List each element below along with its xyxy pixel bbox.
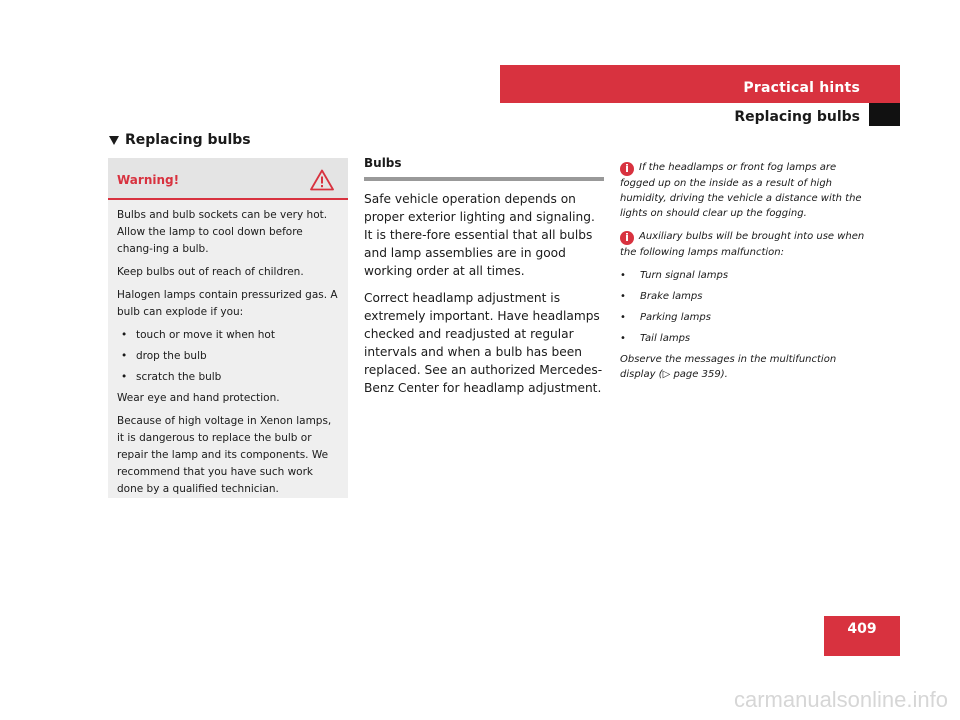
lamp-list-item: • Turn signal lamps — [620, 268, 870, 283]
warning-title: Warning! — [117, 173, 180, 187]
section-heading — [109, 132, 251, 148]
warning-paragraph: Halogen lamps contain pressurized gas. A bulb can explode if you: — [117, 289, 338, 318]
warning-paragraph: Bulbs and bulb sockets can be very hot. Allow the lamp to cool down before chang-ing a bulb. — [117, 209, 328, 255]
warning-paragraph: Because of high voltage in Xenon lamps, it is dangerous to replace the bulb or repair the lamp and its components. We recommend that you have such work done by a qualified technician. — [117, 415, 332, 495]
triangle-down-icon — [109, 136, 119, 145]
section-heading-text: Replacing bulbs — [125, 132, 251, 148]
lamp-list-item: • Tail lamps — [620, 331, 870, 346]
warning-triangle-icon — [310, 169, 334, 191]
info-note — [620, 160, 870, 221]
chapter-title: Practical hints — [743, 80, 860, 96]
info-note — [620, 229, 870, 260]
info-note-text: Auxiliary bulbs will be brought into use when the following lamps malfunction: — [620, 231, 865, 258]
warning-list — [117, 327, 339, 386]
bulbs-section — [364, 156, 604, 406]
warning-list-item: • scratch the bulb — [117, 369, 339, 386]
warning-header — [108, 158, 348, 200]
warning-list-item: • drop the bulb — [117, 348, 339, 365]
watermark: carmanualsonline.info — [733, 687, 948, 712]
notes-section — [620, 160, 870, 390]
warning-paragraph: Keep bulbs out of reach of children. — [117, 266, 304, 278]
section-subtitle: Replacing bulbs — [734, 109, 860, 125]
warning-list-item: • touch or move it when hot — [117, 327, 339, 344]
info-icon: i — [620, 162, 634, 176]
header-bar — [500, 65, 900, 103]
warning-paragraph: Wear eye and hand protection. — [117, 392, 280, 404]
info-icon: i — [620, 231, 634, 245]
header-marker-block — [869, 103, 900, 126]
lamp-list — [620, 268, 870, 346]
page-number: 409 — [824, 616, 900, 656]
info-note-text: If the headlamps or front fog lamps are fogged up on the inside as a result of high humidity, driving the vehicle a distance with the lights on should clear up the fogging. — [620, 162, 862, 219]
warning-body — [108, 200, 348, 498]
bulbs-paragraph: Correct headlamp adjustment is extremely important. Have headlamps checked and readjusted at regular intervals and when a bulb has been replaced. See an authorized Mercedes-Benz Center for headlamp adjustment. — [364, 291, 603, 395]
warning-box — [108, 158, 348, 498]
bulbs-paragraph: Safe vehicle operation depends on proper exterior lighting and signaling. It is there-fore essential that all bulbs and lamp assemblies are in good working order at all times. — [364, 192, 595, 278]
lamp-list-item: • Brake lamps — [620, 289, 870, 304]
notes-footer: Observe the messages in the multifunction display (▷ page 359). — [620, 354, 837, 380]
bulbs-heading: Bulbs — [364, 156, 604, 181]
lamp-list-item: • Parking lamps — [620, 310, 870, 325]
